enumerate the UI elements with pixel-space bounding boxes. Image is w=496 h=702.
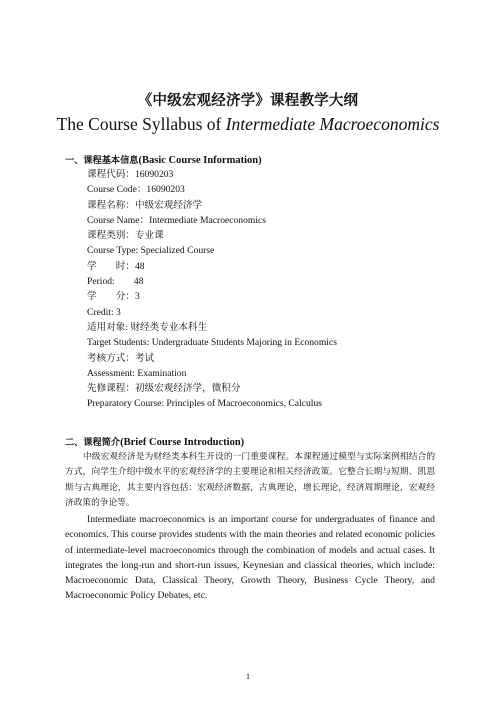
section-heading-en: (Basic Course Information) <box>138 155 262 166</box>
title-english-prefix: The Course Syllabus of <box>56 114 226 134</box>
intro-paragraph-english: Intermediate macroeconomics is an important course for undergraduates of finance and economics. This course provides students with the main theories and related economic policies of intermediate-level macroeconomics through the combination of models and actual cases. It integrates the long-run and short-run issues, Keynesian and classical theories, which include: Macroeconomic Data, Classical Theory, Growth Theory, Business Cycle Theory, and Macroeconomic Policy Debates, etc. <box>65 514 435 602</box>
info-line: Period: 48 <box>87 276 144 288</box>
info-line: 学 分：3 <box>87 291 140 303</box>
info-line: 适用对象: 财经类专业本科生 <box>87 321 208 333</box>
basic-info-list <box>87 167 337 412</box>
section-heading-basic-info <box>65 152 262 166</box>
info-line: Preparatory Course: Principles of Macroeconomics, Calculus <box>87 398 322 410</box>
section-heading-en: (Brief Course Introduction) <box>120 437 245 448</box>
title-english <box>0 114 496 135</box>
info-line: Course Code：16090203 <box>87 184 185 196</box>
info-line: Assessment: Examination <box>87 367 187 379</box>
info-line: 先修课程：初级宏观经济学，微积分 <box>87 383 241 395</box>
info-line: 课程名称：中级宏观经济学 <box>87 199 203 211</box>
info-line: 课程代码：16090203 <box>87 169 174 180</box>
info-line: 课程类别：专业课 <box>87 230 164 242</box>
title-chinese: 《中级宏观经济学》课程教学大纲 <box>137 93 359 109</box>
info-line: Target Students: Undergraduate Students Majoring in Economics <box>87 337 337 349</box>
info-line: Course Type: Specialized Course <box>87 245 215 257</box>
intro-paragraph-chinese: 中级宏观经济是为财经类本科生开设的一门重要课程。本课程通过模型与实际案例相结合的方式，向学生介绍中级水平的宏观经济学的主要理论和相关经济政策。它整合长期与短期、凯恩斯与古典理论，其主要内容包括：宏观经济数据，古典理论，增长理论，经济周期理论，宏观经济政策的争论等。 <box>65 452 435 508</box>
page-number: 1 <box>245 671 251 681</box>
info-line: 考核方式：考试 <box>87 352 155 364</box>
section-heading-introduction <box>65 434 244 448</box>
info-line: Credit: 3 <box>87 306 121 318</box>
info-line: 学 时：48 <box>87 260 145 272</box>
section-heading-cn: 一、课程基本信息 <box>65 155 139 166</box>
section-heading-cn: 二、课程简介 <box>65 437 121 448</box>
info-line: Course Name：Intermediate Macroeconomics <box>87 214 267 226</box>
title-english-italic: Intermediate Macroeconomics <box>225 114 440 134</box>
